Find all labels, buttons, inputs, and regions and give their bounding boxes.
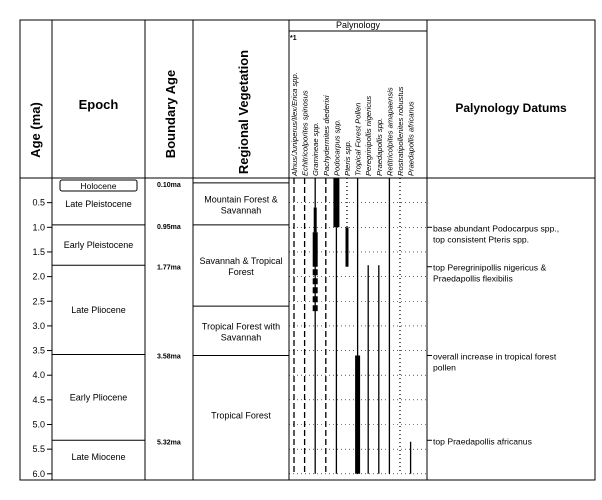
age-tick-label: 6.0 xyxy=(32,468,45,479)
taxon-name: Peregrinipollis nigericus xyxy=(364,95,374,176)
taxon-name: Tropical Forest Pollen xyxy=(353,102,363,176)
age-tick-label: 4.5 xyxy=(32,394,45,405)
epoch-column-header: Epoch xyxy=(78,97,119,112)
age-tick-label: 5.0 xyxy=(32,419,45,430)
taxon-name: Alnus/Juniperus/Ilex/Erica spp. xyxy=(290,72,299,176)
taxon-name: Pteris spp. xyxy=(343,140,352,176)
epoch-label: Late Pleistocene xyxy=(65,198,132,209)
taxon-name: Praedapollis africanus xyxy=(406,101,416,176)
vegetation-label: Tropical Forest with xyxy=(201,321,281,332)
age-tick-label: 0.5 xyxy=(32,197,45,208)
boundary-age-label: 1.77ma xyxy=(157,264,181,272)
taxon-name: Echitricolporites spinosus xyxy=(300,90,310,176)
vegetation-column-header: Regional Vegetation xyxy=(236,49,251,175)
boundary-age-label: 3.58ma xyxy=(157,353,181,361)
taxon-name: Retitricolpites amapaensis xyxy=(385,87,395,176)
datums-column-header: Palynology Datums xyxy=(455,101,567,115)
age-tick-label: 3.0 xyxy=(32,320,45,331)
age-column-header: Age (ma) xyxy=(28,102,43,158)
epoch-label: Early Pliocene xyxy=(69,392,128,403)
age-tick-label: 3.5 xyxy=(32,345,45,356)
vegetation-label: Savannah xyxy=(220,205,262,216)
taxon-name: Praedapollis spp. xyxy=(374,117,384,176)
datum-label: overall increase in tropical forest xyxy=(433,351,557,362)
taxon-name: Rostratipollenites robustus xyxy=(396,86,405,176)
footnote-marker: *1 xyxy=(290,35,297,42)
datum-label: top Peregrinipollis nigericus & xyxy=(433,262,547,273)
epoch-label: Early Pleistocene xyxy=(63,240,134,251)
datum-label: base abundant Podocarpus spp., xyxy=(433,223,560,234)
age-tick-label: 2.0 xyxy=(32,271,45,282)
datum-label: top consistent Pteris spp. xyxy=(433,234,530,245)
age-tick-label: 2.5 xyxy=(32,296,45,307)
chart-title: Palynology xyxy=(335,20,381,30)
vegetation-label: Mountain Forest & xyxy=(204,194,278,205)
datum-label: Praedapollis flexibilis xyxy=(433,273,513,284)
epoch-label: Holocene xyxy=(80,181,117,191)
datum-label: pollen xyxy=(433,362,456,373)
boundary-column-header: Boundary Age xyxy=(163,69,178,159)
taxon-name: Podocarpus spp. xyxy=(332,119,342,176)
taxon-name: Pachydermites diederixi xyxy=(321,95,331,176)
age-tick-label: 1.5 xyxy=(32,246,45,257)
age-tick-label: 1.0 xyxy=(32,222,45,233)
age-tick-label: 4.0 xyxy=(32,370,45,381)
epoch-label: Late Pliocene xyxy=(71,304,126,315)
taxon-name: Gramineae spp. xyxy=(311,121,321,176)
age-tick-label: 5.5 xyxy=(32,444,45,455)
vegetation-label: Tropical Forest xyxy=(211,410,271,421)
vegetation-label: Forest xyxy=(228,267,254,278)
vegetation-label: Savannah xyxy=(220,332,262,343)
boundary-age-label: 0.95ma xyxy=(157,223,181,231)
epoch-label: Late Miocene xyxy=(71,452,126,463)
datum-label: top Praedapollis africanus xyxy=(433,436,532,447)
vegetation-label: Savannah & Tropical xyxy=(199,256,283,267)
boundary-age-label: 5.32ma xyxy=(157,439,181,447)
boundary-age-label: 0.10ma xyxy=(157,181,181,189)
